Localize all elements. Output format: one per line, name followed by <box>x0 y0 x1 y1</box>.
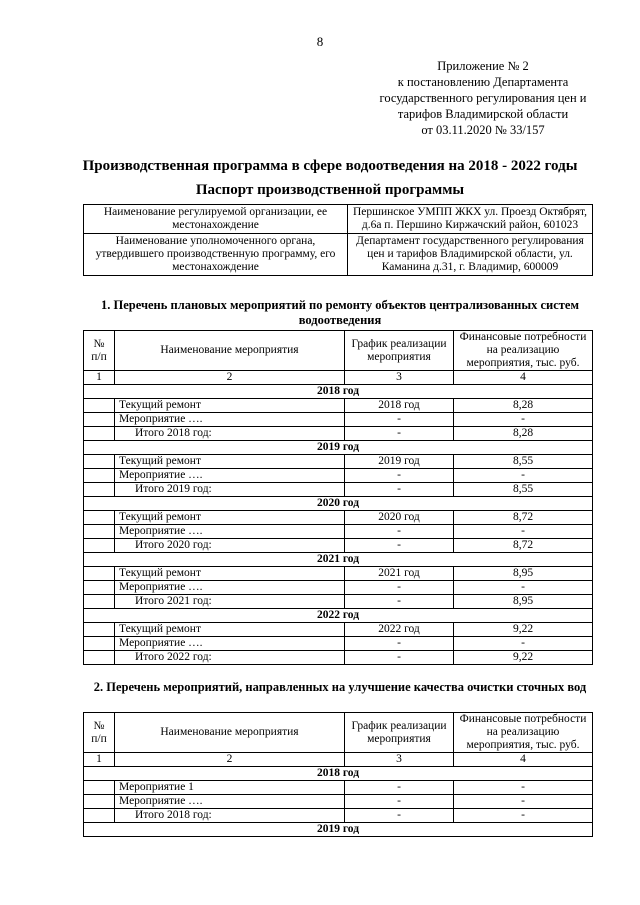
document-subtitle: Паспорт производственной программы <box>195 182 465 198</box>
section1-title: 1. Перечень плановых мероприятий по ремонту объектов централизованных систем водоотведения <box>101 298 579 327</box>
table-row <box>84 781 593 795</box>
measure-finance: 9,22 <box>454 651 593 665</box>
column-header: Финансовые потребности на реализацию мероприятия, тыс. руб. <box>454 713 593 753</box>
column-header: № п/п <box>84 331 115 371</box>
row-number <box>84 623 115 637</box>
year-label: 2018 год <box>84 385 593 399</box>
row-number <box>84 809 115 823</box>
table-row <box>84 809 593 823</box>
measure-finance: 8,28 <box>454 427 593 441</box>
measure-schedule: - <box>345 637 454 651</box>
measure-finance: 9,22 <box>454 623 593 637</box>
measure-finance: 8,95 <box>454 595 593 609</box>
measure-name: Текущий ремонт <box>115 567 345 581</box>
appendix-line: к постановлению Департамента <box>397 75 569 89</box>
table-row <box>84 539 593 553</box>
table-row <box>84 567 593 581</box>
row-number <box>84 469 115 483</box>
year-label: 2019 год <box>84 441 593 455</box>
section2-title: 2. Перечень мероприятий, направленных на улучшение качества очистки сточных вод <box>93 680 587 694</box>
measure-name: Итого 2022 год: <box>115 651 345 665</box>
measure-schedule: - <box>345 427 454 441</box>
table-row <box>84 651 593 665</box>
measure-finance: - <box>454 525 593 539</box>
measure-name: Итого 2019 год: <box>115 483 345 497</box>
table-row <box>84 399 593 413</box>
column-number: 1 <box>84 371 115 385</box>
passport-label: Наименование регулируемой организации, ее местонахождение <box>84 205 348 234</box>
appendix-line: Приложение № 2 <box>437 59 529 73</box>
repair-measures-table <box>83 330 593 665</box>
treatment-measures-table <box>83 712 593 837</box>
measure-finance: - <box>454 781 593 795</box>
column-number-row <box>84 371 593 385</box>
year-row <box>84 497 593 511</box>
measure-finance: 8,72 <box>454 511 593 525</box>
appendix-line: тарифов Владимирской области <box>397 107 569 121</box>
measure-finance: - <box>454 413 593 427</box>
column-number: 3 <box>345 753 454 767</box>
appendix-line: государственного регулирования цен и <box>379 91 587 105</box>
year-row <box>84 609 593 623</box>
row-number <box>84 595 115 609</box>
measure-schedule: - <box>345 469 454 483</box>
row-number <box>84 795 115 809</box>
appendix-block <box>360 58 606 138</box>
table-row <box>84 795 593 809</box>
table-row <box>84 483 593 497</box>
measure-schedule: - <box>345 809 454 823</box>
measure-name: Мероприятие …. <box>115 525 345 539</box>
column-header: Наименование мероприятия <box>115 713 345 753</box>
row-number <box>84 567 115 581</box>
measure-schedule: 2019 год <box>345 455 454 469</box>
measure-finance: - <box>454 637 593 651</box>
measure-name: Текущий ремонт <box>115 623 345 637</box>
row-number <box>84 455 115 469</box>
row-number <box>84 483 115 497</box>
year-row <box>84 767 593 781</box>
column-header: № п/п <box>84 713 115 753</box>
measure-name: Текущий ремонт <box>115 511 345 525</box>
measure-finance: - <box>454 469 593 483</box>
measure-finance: - <box>454 809 593 823</box>
measure-schedule: - <box>345 651 454 665</box>
column-header: График реализации мероприятия <box>345 713 454 753</box>
passport-label: Наименование уполномоченного органа, утвердившего производственную программу, его местонахождение <box>84 234 348 276</box>
measure-name: Итого 2018 год: <box>115 809 345 823</box>
measure-schedule: 2022 год <box>345 623 454 637</box>
row-number <box>84 399 115 413</box>
table-header-row <box>84 713 593 753</box>
table-row <box>84 581 593 595</box>
year-label: 2021 год <box>84 553 593 567</box>
table-row <box>84 427 593 441</box>
year-row <box>84 441 593 455</box>
column-number: 1 <box>84 753 115 767</box>
passport-value: Департамент государственного регулирования цен и тарифов Владимирской области, ул. Каманина д.31, г. Владимир, 600009 <box>348 234 593 276</box>
column-number: 2 <box>115 753 345 767</box>
measure-finance: 8,95 <box>454 567 593 581</box>
document-title: Производственная программа в сфере водоотведения на 2018 - 2022 годы <box>82 158 578 174</box>
table-row <box>84 413 593 427</box>
measure-name: Итого 2021 год: <box>115 595 345 609</box>
measure-name: Итого 2018 год: <box>115 427 345 441</box>
measure-name: Мероприятие …. <box>115 413 345 427</box>
measure-schedule: - <box>345 539 454 553</box>
passport-value: Першинское УМПП ЖКХ ул. Проезд Октябрят, д.6а п. Першино Киржачский район, 601023 <box>348 205 593 234</box>
table-row <box>84 234 593 276</box>
column-number: 4 <box>454 371 593 385</box>
table-row <box>84 511 593 525</box>
row-number <box>84 511 115 525</box>
measure-name: Мероприятие …. <box>115 795 345 809</box>
row-number <box>84 539 115 553</box>
table-row <box>84 637 593 651</box>
measure-schedule: 2020 год <box>345 511 454 525</box>
table-row <box>84 595 593 609</box>
row-number <box>84 781 115 795</box>
column-header: График реализации мероприятия <box>345 331 454 371</box>
year-label: 2022 год <box>84 609 593 623</box>
passport-table <box>83 204 593 276</box>
measure-finance: 8,28 <box>454 399 593 413</box>
measure-schedule: 2021 год <box>345 567 454 581</box>
measure-schedule: - <box>345 581 454 595</box>
year-row <box>84 385 593 399</box>
measure-schedule: - <box>345 595 454 609</box>
column-number: 4 <box>454 753 593 767</box>
column-number: 2 <box>115 371 345 385</box>
measure-name: Текущий ремонт <box>115 455 345 469</box>
measure-finance: - <box>454 795 593 809</box>
year-label: 2018 год <box>84 767 593 781</box>
measure-name: Мероприятие 1 <box>115 781 345 795</box>
column-number: 3 <box>345 371 454 385</box>
measure-name: Итого 2020 год: <box>115 539 345 553</box>
row-number <box>84 413 115 427</box>
measure-schedule: - <box>345 413 454 427</box>
row-number <box>84 651 115 665</box>
page-number: 8 <box>316 34 324 49</box>
column-number-row <box>84 753 593 767</box>
measure-name: Мероприятие …. <box>115 581 345 595</box>
table-row <box>84 469 593 483</box>
appendix-line: от 03.11.2020 № 33/157 <box>421 123 545 137</box>
row-number <box>84 525 115 539</box>
measure-finance: - <box>454 581 593 595</box>
measure-schedule: - <box>345 483 454 497</box>
measure-name: Мероприятие …. <box>115 469 345 483</box>
row-number <box>84 637 115 651</box>
year-row <box>84 553 593 567</box>
column-header: Наименование мероприятия <box>115 331 345 371</box>
year-row <box>84 823 593 837</box>
measure-name: Мероприятие …. <box>115 637 345 651</box>
measure-schedule: - <box>345 781 454 795</box>
measure-schedule: - <box>345 525 454 539</box>
measure-schedule: 2018 год <box>345 399 454 413</box>
measure-finance: 8,55 <box>454 455 593 469</box>
table-row <box>84 525 593 539</box>
row-number <box>84 427 115 441</box>
measure-finance: 8,72 <box>454 539 593 553</box>
column-header: Финансовые потребности на реализацию мероприятия, тыс. руб. <box>454 331 593 371</box>
table-row <box>84 455 593 469</box>
measure-finance: 8,55 <box>454 483 593 497</box>
table-row <box>84 205 593 234</box>
table-header-row <box>84 331 593 371</box>
table-row <box>84 623 593 637</box>
row-number <box>84 581 115 595</box>
year-label: 2020 год <box>84 497 593 511</box>
measure-schedule: - <box>345 795 454 809</box>
year-label: 2019 год <box>84 823 593 837</box>
measure-name: Текущий ремонт <box>115 399 345 413</box>
